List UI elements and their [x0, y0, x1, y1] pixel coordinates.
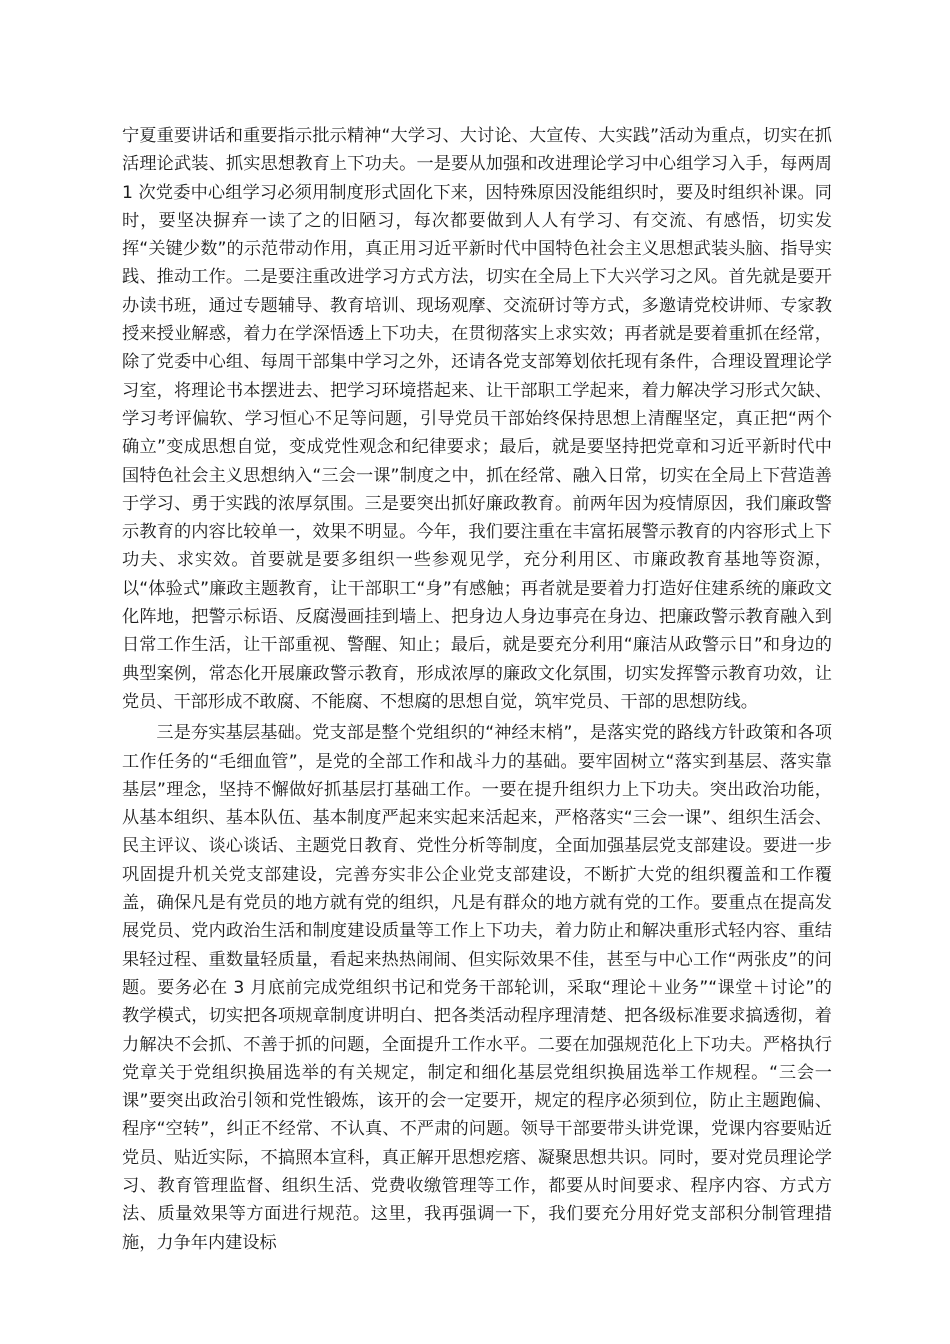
paragraph-grassroots-foundation: 三是夯实基层基础。党支部是整个党组织的“神经末梢”，是落实党的路线方针政策和各项工作任务的“毛细血管”，是党的全部工作和战斗力的基础。要牢固树立“落实到基层、落实靠基层”理念，坚持不懈做好抓基层打基础工作。一要在提升组织力上下功夫。突出政治功能，从基本组织、基本队伍、基本制度严起来实起来活起来，严格落实“三会一课”、组织生活会、民主评议、谈心谈话、主题党日教育、党性分析等制度，全面加强基层党支部建设。要进一步巩固提升机关党支部建设，完善夯实非公企业党支部建设，不断扩大党的组织覆盖和工作覆盖，确保凡是有党员的地方就有党的组织，凡是有群众的地方就有党的工作。要重点在提高发展党员、党内政治生活和制度建设质量等工作上下功夫，着力防止和解决重形式轻内容、重结果轻过程、重数量轻质量，看起来热热闹闹、但实际效果不佳，甚至与中心工作“两张皮”的问题。要务必在 3 月底前完成党组织书记和党务干部轮训，采取“理论＋业务”“课堂＋讨论”的教学模式，切实把各项规章制度讲明白、把各类活动程序理清楚、把各级标准要求搞透彻，着力解决不会抓、不善于抓的问题，全面提升工作水平。二要在加强规范化上下功夫。严格执行党章关于党组织换届选举的有关规定，制定和细化基层党组织换届选举工作规程。“三会一课”要突出政治引领和党性锻炼，该开的会一定要开，规定的程序必须到位，防止主题跑偏、程序“空转”，纠正不经常、不认真、不严肃的问题。领导干部要带头讲党课，党课内容要贴近党员、贴近实际，不搞照本宣科，真正解开思想疙瘩、凝聚思想共识。同时，要对党员理论学习、教育管理监督、组织生活、党费收缴管理等工作，都要从时间要求、程序内容、方式方法、质量效果等方面进行规范。这里，我再强调一下，我们要充分用好党支部积分制管理措施，力争年内建设标: [122, 723, 832, 1253]
document-body: [122, 122, 832, 1257]
paragraph-study-and-integrity-education: 宁夏重要讲话和重要指示批示精神“大学习、大讨论、大宣传、大实践”活动为重点，切实在抓活理论武装、抓实思想教育上下功夫。一是要从加强和改进理论学习中心组学习入手，每两周 1 次党委中心组学习必须用制度形式固化下来，因特殊原因没能组织时，要及时组织补课。同时，要坚决摒弃一读了之的旧陋习，每次都要做到人人有学习、有交流、有感悟，切实发挥“关键少数”的示范带动作用，真正用习近平新时代中国特色社会主义思想武装头脑、指导实践、推动工作。二是要注重改进学习方式方法，切实在全局上下大兴学习之风。首先就是要开办读书班，通过专题辅导、教育培训、现场观摩、交流研讨等方式，多邀请党校讲师、专家教授来授业解惑，着力在学深悟透上下功夫，在贯彻落实上求实效；再者就是要着重抓在经常，除了党委中心组、每周干部集中学习之外，还请各党支部筹划依托现有条件，合理设置理论学习室，将理论书本摆进去、把学习环境搭起来、让干部职工学起来，着力解决学习形式欠缺、学习考评偏软、学习恒心不足等问题，引导党员干部始终保持思想上清醒坚定，真正把“两个确立”变成思想自觉，变成党性观念和纪律要求；最后，就是要坚持把党章和习近平新时代中国特色社会主义思想纳入“三会一课”制度之中，抓在经常、融入日常，切实在全局上下营造善于学习、勇于实践的浓厚氛围。三是要突出抓好廉政教育。前两年因为疫情原因，我们廉政警示教育的内容比较单一，效果不明显。今年，我们要注重在丰富拓展警示教育的内容形式上下功夫、求实效。首要就是要多组织一些参观见学，充分利用区、市廉政教育基地等资源，以“体验式”廉政主题教育，让干部职工“身”有感触；再者就是要着力打造好住建系统的廉政文化阵地，把警示标语、反腐漫画挂到墙上、把身边人身边事亮在身边、把廉政警示教育融入到日常工作生活，让干部重视、警醒、知止；最后，就是要充分利用“廉洁从政警示日”和身边的典型案例，常态化开展廉政警示教育，形成浓厚的廉政文化氛围，切实发挥警示教育功效，让党员、干部形成不敢腐、不能腐、不想腐的思想自觉，筑牢党员、干部的思想防线。: [122, 126, 832, 712]
